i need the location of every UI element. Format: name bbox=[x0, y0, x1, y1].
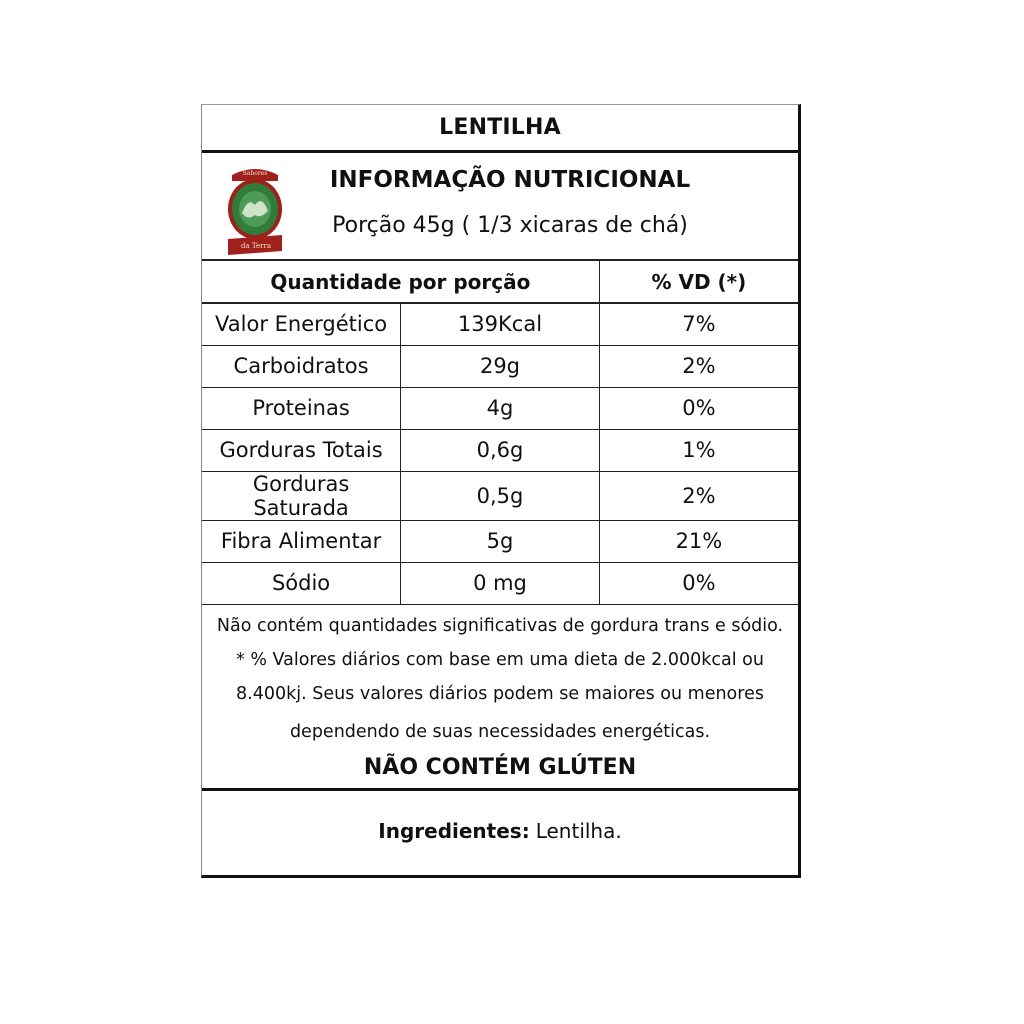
nutrient-amount: 0,5g bbox=[401, 471, 600, 520]
nutrient-amount: 29g bbox=[401, 345, 600, 387]
gluten-statement: NÃO CONTÉM GLÚTEN bbox=[202, 749, 798, 791]
nutrient-amount: 0,6g bbox=[401, 429, 600, 471]
nutrient-vd: 2% bbox=[599, 345, 798, 387]
nutrient-vd: 1% bbox=[599, 429, 798, 471]
nutrition-header bbox=[202, 153, 798, 261]
table-row bbox=[202, 345, 798, 387]
table-row bbox=[202, 387, 798, 429]
nutrient-name: Carboidratos bbox=[202, 345, 401, 387]
table-header-row bbox=[202, 261, 798, 303]
table-row bbox=[202, 471, 798, 520]
footnote-line: * % Valores diários com base em uma dieta de 2.000kcal ou bbox=[236, 649, 764, 670]
nutrient-name: Proteinas bbox=[202, 387, 401, 429]
nutrient-amount: 4g bbox=[401, 387, 600, 429]
nutrient-name: Sódio bbox=[202, 562, 401, 604]
logo-text-bottom: da Terra bbox=[240, 242, 272, 250]
nutrient-name: Gorduras Saturada bbox=[202, 471, 401, 520]
logo-text-top: Sabores bbox=[242, 170, 268, 177]
table-row bbox=[202, 520, 798, 562]
nutrition-label bbox=[201, 104, 801, 878]
nutrient-name: Valor Energético bbox=[202, 303, 401, 345]
product-title: LENTILHA bbox=[202, 105, 798, 153]
nutrient-vd: 2% bbox=[599, 471, 798, 520]
nutrient-amount: 139Kcal bbox=[401, 303, 600, 345]
nutrition-table bbox=[202, 261, 798, 605]
table-row bbox=[202, 429, 798, 471]
ingredients-value: Lentilha. bbox=[535, 818, 622, 843]
nutrient-vd: 0% bbox=[599, 387, 798, 429]
footnote-line: 8.400kj. Seus valores diários podem se maiores ou menores bbox=[236, 683, 764, 704]
ingredients bbox=[202, 791, 798, 871]
ingredients-label: Ingredientes: bbox=[378, 818, 530, 843]
brand-logo bbox=[224, 161, 286, 257]
nutrient-vd: 7% bbox=[599, 303, 798, 345]
nutrient-vd: 21% bbox=[599, 520, 798, 562]
footnote-line: dependendo de suas necessidades energéticas. bbox=[289, 721, 711, 742]
nutrient-name: Gorduras Totais bbox=[202, 429, 401, 471]
col-quantity-header: Quantidade por porção bbox=[202, 261, 599, 303]
nutrition-title: INFORMAÇÃO NUTRICIONAL bbox=[329, 167, 691, 193]
table-row bbox=[202, 303, 798, 345]
nutrient-amount: 5g bbox=[401, 520, 600, 562]
footnotes bbox=[202, 605, 798, 749]
table-row bbox=[202, 562, 798, 604]
nutrient-vd: 0% bbox=[599, 562, 798, 604]
col-vd-header: % VD (*) bbox=[599, 261, 798, 303]
nutrient-name: Fibra Alimentar bbox=[202, 520, 401, 562]
portion-size: Porção 45g ( 1/3 xicaras de chá) bbox=[332, 213, 688, 238]
nutrient-amount: 0 mg bbox=[401, 562, 600, 604]
footnote-line: Não contém quantidades significativas de gordura trans e sódio. bbox=[216, 615, 784, 636]
